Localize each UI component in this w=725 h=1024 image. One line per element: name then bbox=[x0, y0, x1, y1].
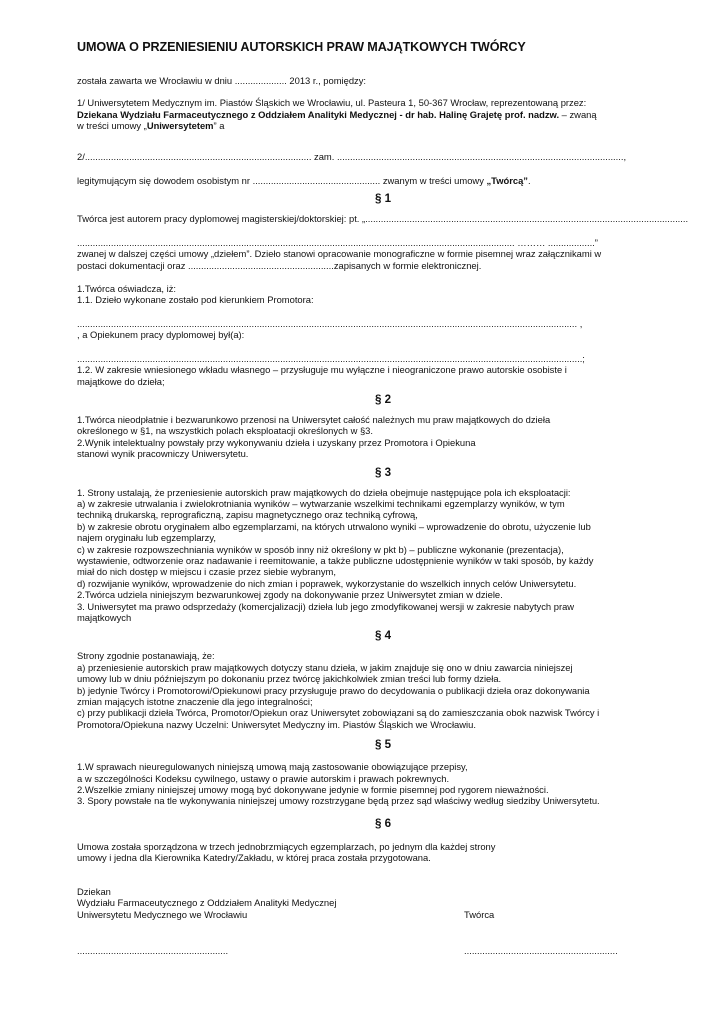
s5-line: 3. Spory powstałe na tle wykonywania niniejszej umowy rozstrzygane będą przez sąd właściwy według siedziby Uniwersytetu. bbox=[77, 795, 600, 807]
s4-line: Strony zgodnie postanawiają, że: bbox=[77, 650, 215, 662]
signature-faculty: Wydziału Farmaceutycznego z Oddziałem Analityki Medycznej bbox=[77, 897, 337, 909]
s3-line: miał do nich dostęp w miejscu i czasie przez siebie wybranym, bbox=[77, 566, 336, 578]
opiekun-line: , a Opiekunem pracy dyplomowej był(a): bbox=[77, 329, 245, 341]
s2-line: stanowi wynik pracowniczy Uniwersytetu. bbox=[77, 448, 249, 460]
s1-line: majątkowe do dzieła; bbox=[77, 375, 165, 387]
signature-dean-title: Dziekan bbox=[77, 885, 111, 897]
s3-line: 2.Twórca udziela niniejszym bezwarunkowej zgody na dokonywanie przez Uniwersytet zmian w dziele. bbox=[77, 589, 503, 601]
section-4-heading: § 4 bbox=[374, 629, 392, 643]
contract-document bbox=[77, 40, 689, 956]
s3-line: 3. Uniwersytet ma prawo odsprzedaży (komercjalizacji) dzieła lub jego zmodyfikowanej wersji w zakresie nabytych praw bbox=[77, 600, 575, 612]
s1-line: 1.Twórca oświadcza, iż: bbox=[77, 283, 176, 295]
s1-line: 1.1. Dzieło wykonane zostało pod kierunkiem Promotora: bbox=[77, 294, 314, 306]
s4-line: a) przeniesienie autorskich praw majątkowych dotyczy stanu dzieła, w jakim znajduje się ono w dniu zawarcia niniejszej bbox=[77, 661, 573, 673]
party-1-zwana: – zwaną bbox=[559, 108, 597, 120]
section-1-heading: § 1 bbox=[374, 192, 392, 206]
section-5-body bbox=[77, 761, 689, 807]
signature-line-tworca: ........................................................... bbox=[464, 944, 618, 956]
s1-line: 1.2. W zakresie wniesionego wkładu własnego – przysługuje mu wyłączne i nieograniczone prawo autorskie osobiste i bbox=[77, 364, 567, 376]
document-title: UMOWA O PRZENIESIENIU AUTORSKICH PRAW MAJĄTKOWYCH TWÓRCY bbox=[77, 40, 526, 54]
party-1-alias bbox=[77, 120, 689, 131]
party-2-id-post: . bbox=[527, 175, 531, 187]
s5-line: a w szczególności Kodeksu cywilnego, ustawy o prawie autorskim i prawach pokrewnych. bbox=[77, 772, 450, 784]
section-3-heading: § 3 bbox=[374, 465, 392, 479]
s4-line: Promotora/Opiekuna nazwy Uczelni: Uniwersytet Medyczny im. Piastów Śląskich we Wrocławiu. bbox=[77, 718, 476, 730]
s3-line: najem oryginału lub egzemplarzy, bbox=[77, 532, 216, 544]
s3-line: techniką drukarską, reprograficzną, zapisu magnetycznego oraz techniką cyfrową, bbox=[77, 509, 418, 521]
s3-line: a) w zakresie utrwalania i zwielokrotniania wyników – wytwarzanie wszelkimi technikami egzemplarzy wyników, w tym bbox=[77, 497, 565, 509]
s5-line: 1.W sprawach nieuregulowanych niniejszą umową mają zastosowanie obowiązujące przepisy, bbox=[77, 761, 468, 773]
s3-line: b) w zakresie obrotu oryginałem albo egzemplarzami, na których utrwalono wyniki – wprowadzenie do obrotu, użyczenie lub bbox=[77, 520, 591, 532]
section-4-body bbox=[77, 650, 689, 730]
party-1-alias-pre: w treści umowy „ bbox=[77, 120, 147, 132]
intro-text: została zawarta we Wrocławiu w dniu .................... 2013 r., pomiędzy: bbox=[77, 75, 367, 86]
s6-line: umowy i jedna dla Kierownika Katedry/Zakładu, w której praca została przygotowana. bbox=[77, 852, 431, 864]
signature-university: Uniwersytetu Medycznego we Wrocławiu bbox=[77, 908, 248, 920]
party-1-representative bbox=[77, 109, 689, 120]
s4-line: zmian mających istotne znaczenie dla jego integralności; bbox=[77, 696, 313, 708]
section-6-heading: § 6 bbox=[374, 816, 392, 830]
signature-tworca-label: Twórca bbox=[464, 908, 495, 920]
s3-line: wystawienie, odtworzenie oraz nadawanie i reemitowanie, a także publiczne udostępnienie wyników w taki sposób, by każdy bbox=[77, 554, 594, 566]
party-1-alias-post: ” a bbox=[213, 120, 225, 132]
party-2-line: 2/....................................................................................... zam. .............................................................................................................., bbox=[77, 150, 627, 162]
party-1-alias-name: Uniwersytetem bbox=[146, 120, 214, 132]
s3-line: c) w zakresie rozpowszechniania wyników w sposób inny niż określony w pkt b) – publiczne wykonanie (prezentacja), bbox=[77, 543, 564, 555]
s3-line: majątkowych bbox=[77, 612, 132, 623]
s2-line: określonego w §1, na wszystkich polach eksploatacji określonych w §3. bbox=[77, 425, 373, 437]
party-2-id-pre: legitymującym się dowodem osobistym nr ................................................. zwanym w treści umowy bbox=[77, 175, 487, 187]
party-1 bbox=[77, 97, 689, 131]
s3-line: d) rozwijanie wyników, wprowadzenie do nich zmian i poprawek, wykorzystanie do wszelkich innych celów Uniwersytetu. bbox=[77, 577, 577, 589]
s4-line: umowy lub w dniu późniejszym po dokonaniu przez twórcę jakichkolwiek zmian treści lub formy dzieła. bbox=[77, 673, 502, 685]
signature-row bbox=[77, 909, 689, 920]
section-2-heading: § 2 bbox=[374, 392, 392, 406]
opiekun-dots: ..................................................................................................................................................................................................; bbox=[77, 352, 585, 364]
section-3-body bbox=[77, 487, 689, 624]
section-5-heading: § 5 bbox=[374, 738, 392, 752]
signature-block bbox=[77, 886, 689, 957]
party-1-line: 1/ Uniwersytetem Medycznym im. Piastów Śląskich we Wrocławiu, ul. Pasteura 1, 50-367 Wrocław, reprezentowaną przez: bbox=[77, 97, 587, 109]
signature-lines bbox=[77, 945, 689, 956]
s4-line: b) jedynie Twórcy i Promotorowi/Opiekunowi pracy przysługuje prawo do decydowania o publikacji dzieła oraz dokonywania bbox=[77, 684, 590, 696]
promotor-dots: ................................................................................................................................................................................................ , bbox=[77, 317, 583, 329]
s3-line: 1. Strony ustalają, że przeniesienie autorskich praw majątkowych do dzieła obejmuje następujące pola ich eksploatacji: bbox=[77, 486, 571, 498]
signature-line-dean: .......................................................... bbox=[77, 944, 229, 956]
s2-line: 1.Twórca nieodpłatnie i bezwarunkowo przenosi na Uniwersytet całość należnych mu praw majątkowych do dzieła bbox=[77, 413, 551, 425]
s1-line: Twórca jest autorem pracy dyplomowej magisterskiej/doktorskiej: pt. „............................................................................................................................ bbox=[77, 213, 689, 225]
s1-line: zwanej w dalszej części umowy „dziełem”. Dzieło stanowi opracowanie monograficzne w formie pisemnej wraz załącznikami w bbox=[77, 248, 602, 260]
dean-name: Dziekana Wydziału Farmaceutycznego z Oddziałem Analityki Medycznej - dr hab. Halinę Grajetę prof. nadzw. bbox=[77, 108, 560, 120]
party-2-id-line bbox=[77, 175, 689, 186]
s1-line: ........................................................................................................................................................................ ……… ..................” bbox=[77, 236, 598, 248]
party-2-alias-name: „Twórcą” bbox=[486, 175, 528, 187]
s2-line: 2.Wynik intelektualny powstały przy wykonywaniu dzieła i uzyskany przez Promotora i Opiekuna bbox=[77, 436, 476, 448]
s4-line: c) przy publikacji dzieła Twórca, Promotor/Opiekun oraz Uniwersytet zobowiązani są do zamieszczania obok nazwisk Twórcy i bbox=[77, 707, 600, 719]
section-6-body bbox=[77, 841, 689, 864]
s5-line: 2.Wszelkie zmiany niniejszej umowy mogą być dokonywane jedynie w formie pisemnej pod rygorem nieważności. bbox=[77, 784, 549, 796]
s6-line: Umowa została sporządzona w trzech jednobrzmiących egzemplarzach, po jednym dla każdej strony bbox=[77, 840, 496, 852]
s1-line: postaci dokumentacji oraz ........................................................zapisanych w formie elektronicznej. bbox=[77, 259, 482, 271]
